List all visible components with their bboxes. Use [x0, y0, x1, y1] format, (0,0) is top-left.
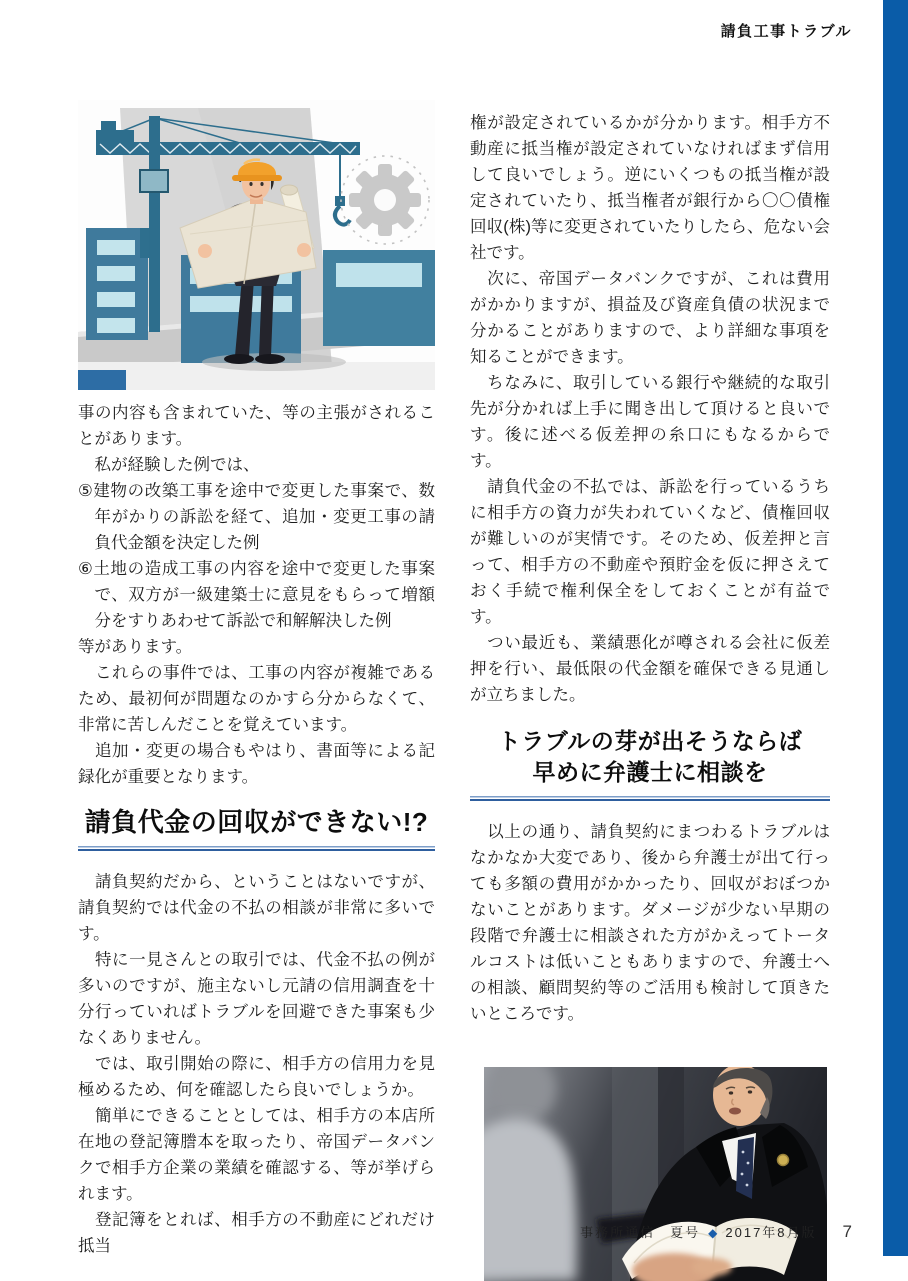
diamond-icon: ◆	[708, 1226, 718, 1240]
lawyer-consultation-photo	[484, 1067, 827, 1281]
section-heading-payment-recovery: 請負代金の回収ができない!?	[84, 807, 429, 837]
body-paragraph: これらの事件では、工事の内容が複雑であるため、最初何が問題なのかすら分からなくて、非常に苦しんだことを覚えています。	[78, 664, 435, 734]
section-heading-consult-lawyer	[470, 726, 830, 788]
heading-line-1: トラブルの芽が出そうならば	[497, 728, 803, 754]
body-paragraph: 特に一見さんとの取引では、代金不払の例が多いのですが、施主ないし元請の信用調査を十分行っていればトラブルを回避できた事案も少なくありません。	[78, 951, 435, 1047]
case-list-item-5: ⑤建物の改築工事を途中で変更した事案で、数年がかりの訴訟を経て、追加・変更工事の請負代金額を決定した例	[78, 482, 435, 552]
building-right-icon	[323, 250, 435, 346]
heading-rule	[78, 846, 435, 851]
closing-paragraph: 以上の通り、請負契約にまつわるトラブルはなかなか大変であり、後から弁護士が出て行っても多額の費用がかかったり、回収がおぼつかないことがあります。ダメージが少ない早期の段階で弁護士に相談された方がかえってトータルコストは低いこともありますので、弁護士への相談、顧問契約等のご活用も検討して頂きたいところです。	[470, 823, 830, 1023]
footer-publication: 事務所通信 夏号	[580, 1225, 701, 1240]
body-paragraph: ちなみに、取引している銀行や継続的な取引先が分かれば上手に聞き出して頂けると良いです。後に述べる仮差押の糸口にもなるからです。	[470, 374, 830, 470]
two-column-layout	[78, 100, 830, 1281]
building-left-icon	[86, 228, 156, 340]
tie	[736, 1137, 754, 1199]
blue-ground-strip	[78, 370, 126, 390]
body-paragraph: つい最近も、業績悪化が噂される会社に仮差押を行い、最低限の代金額を確保できる見通しが立ちました。	[470, 634, 830, 704]
lawyer-badge-icon	[778, 1155, 789, 1166]
body-paragraph: 請負契約だから、ということはないですが、請負契約では代金の不払の相談が非常に多いです。	[78, 873, 435, 943]
body-paragraph: 追加・変更の場合もやはり、書面等による記録化が重要となります。	[78, 742, 435, 786]
page-header-label: 請負工事トラブル	[720, 23, 852, 40]
heading-line-2: 早めに弁護士に相談を	[532, 759, 768, 785]
body-paragraph: 簡単にできることとしては、相手方の本店所在地の登記簿謄本を取ったり、帝国データバンクで相手方企業の業績を確認する、等が挙げられます。	[78, 1107, 435, 1203]
body-paragraph: 私が経験した例では、	[78, 456, 260, 474]
right-column	[470, 100, 830, 1281]
page-footer	[580, 1222, 852, 1242]
page-edge-accent-bar	[883, 0, 908, 1256]
body-paragraph: 登記簿をとれば、相手方の不動産にどれだけ抵当	[78, 1211, 435, 1255]
body-paragraph: 請負代金の不払では、訴訟を行っているうちに相手方の資力が失われていくなど、債権回収が難しいのが実情です。そのため、仮差押と言って、相手方の不動産や預貯金を仮に押さえておく手続で権利保全をしておくことが有益です。	[470, 478, 830, 626]
footer-edition: 2017年8月版	[725, 1225, 817, 1240]
construction-illustration	[78, 100, 435, 390]
page-number: 7	[842, 1222, 852, 1241]
body-paragraph: では、取引開始の際に、相手方の信用力を見極めるため、何を確認したら良いでしょうか。	[78, 1055, 435, 1099]
body-paragraph: 等があります。	[78, 638, 193, 656]
body-paragraph: 権が設定されているかが分かります。相手方不動産に抵当権が設定されていなければまず信用して良いでしょう。逆にいくつもの抵当権が設定されていたり、抵当権者が銀行から〇〇債権回収(株)等に変更されていたりしたら、危ない会社です。	[470, 114, 830, 262]
heading-rule	[470, 796, 830, 801]
body-paragraph: 事の内容も含まれていた、等の主張がされることがあります。	[78, 404, 435, 448]
case-list-item-6: ⑥土地の造成工事の内容を途中で変更した事案で、双方が一級建築士に意見をもらって増額分をすりあわせて訴訟で和解解決した例	[78, 560, 435, 630]
body-paragraph: 次に、帝国データバンクですが、これは費用がかかりますが、損益及び資産負債の状況まで分かることがありますので、より詳細な事項を知ることができます。	[470, 270, 830, 366]
left-column	[78, 100, 435, 1281]
